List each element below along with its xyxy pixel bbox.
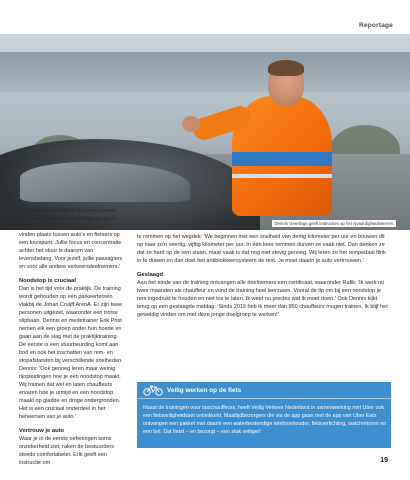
callout-divider [137, 398, 391, 399]
info-callout [137, 382, 391, 448]
article-photo [0, 34, 410, 230]
intro-paragraph: 'Het is goed dat jullie je daarvan bewust zijn, want het is een kwetsbare groep in het verkeer. De meeste ongelukken vinden plaats tussen auto's en fietsers op een kruispunt. Jullie focus en concentratie achter het stuur is daarom van levensbelang. Voor jezelf, jullie passagiers en voor alle andere verkeersdeelnemers.' [19, 208, 123, 270]
page-number: 19 [380, 457, 388, 464]
stadium-background [0, 52, 410, 92]
paragraph: Dan is het tijd voor de praktijk. De training wordt gehouden op een parkeerterrein vlakbij de Johan Cruijff ArenA. Er zijn twee personen uitgezet, waaronder een trotse slipbaan. Dennis en medetrainer Erik Post nemen elk een groep onder hun hoede en gaan aan de slag met de praktijktraining. De eerste is een stuurbeurding komt aan bod en ook het inschatten van rem- en stopafstanden bij verschillende snelheden. Dennis: 'Ook genoeg leren maar weinig rijopleidingen hoe je een noodstop maakt. Wij trainen dat wel en laten chauffeurs ervaren hoe je urmijd en een noodstop maakt op gladde en droge ondergronden. Het is een cruciaal onderdeel in het beheersen van je auto.' [19, 286, 123, 420]
article-column-right [137, 233, 391, 319]
paragraph: te remmen op het wegdek: 'We beginnen met een snelheid van dertig kilometer per uur en bouwen dit op naar zo'n veertig, vijftig kilometer per uur. In één keer remmen durven ze vaak niet. Dan denken ze dat ze hard op de rem staan, maar vaak is dat nog niet stevig genoeg. Wij leren ze het rempedaal flink in te duwen en dan doet het antiblokkeersysteem de rest. Je moet daarin je auto vertrouwen.' [137, 234, 386, 264]
subheading-noodstop: Noodstop is cruciaal [19, 278, 77, 284]
jacket-stripe [232, 152, 332, 166]
subheading-vertrouw: Vertrouw je auto [19, 428, 65, 434]
reflective-band [232, 174, 332, 178]
subheading-geslaagd: Geslaagd [137, 272, 164, 278]
section-label: Reportage [359, 22, 393, 29]
callout-title: Veilig werken op de fiets [167, 387, 242, 394]
photo-caption: Dennis Geerlings geeft instructies op het rijvaardigheidsterrein [272, 220, 396, 227]
paragraph: Waar je in de eerste oefeningen soms onzekerheid ziet, raken de bestuurders steeds comfortabeler. Erik geeft een instructie om [19, 436, 115, 466]
callout-body: Naast de trainingen voor taxichauffeurs, heeft Veilig Verkeer Nederland in samenwerking met Uber ook een fietsveiligheidsset ontwikkeld. Maaltijdbezorgers die via de app gaan met de app van Uber Eats ontvangen een pakket met daarin een waterbestendige telefoonhouder, fietsverlichting, watchretoren en een bel. Dat fietst – en bezorgt – een stuk veiliger! [143, 405, 387, 435]
article-column-left [19, 207, 123, 467]
bicycle-icon [143, 385, 163, 396]
paragraph: Aan het einde van de training ontvangen alle deelnemers een certificaat, waaronder Rafik: 'Ik werk nu twee maanden als chauffeur en vond de training heel leerzaam. Vooral de tip om bij een noodstop je rem ingedrukt te houden en niet los te laten. Ik weet nu precies wat ik moet doen.' Ook Dennis kijkt terug op een geslaagde middag: 'Sinds 2019 heb ik meer dan 950 chauffeurs mogen trainen. Ik blijf het geweldig vinden om met deze jonge doelgroep te werken!' [137, 280, 388, 318]
instructor-hair [268, 60, 304, 76]
instructor-hand [182, 116, 200, 132]
